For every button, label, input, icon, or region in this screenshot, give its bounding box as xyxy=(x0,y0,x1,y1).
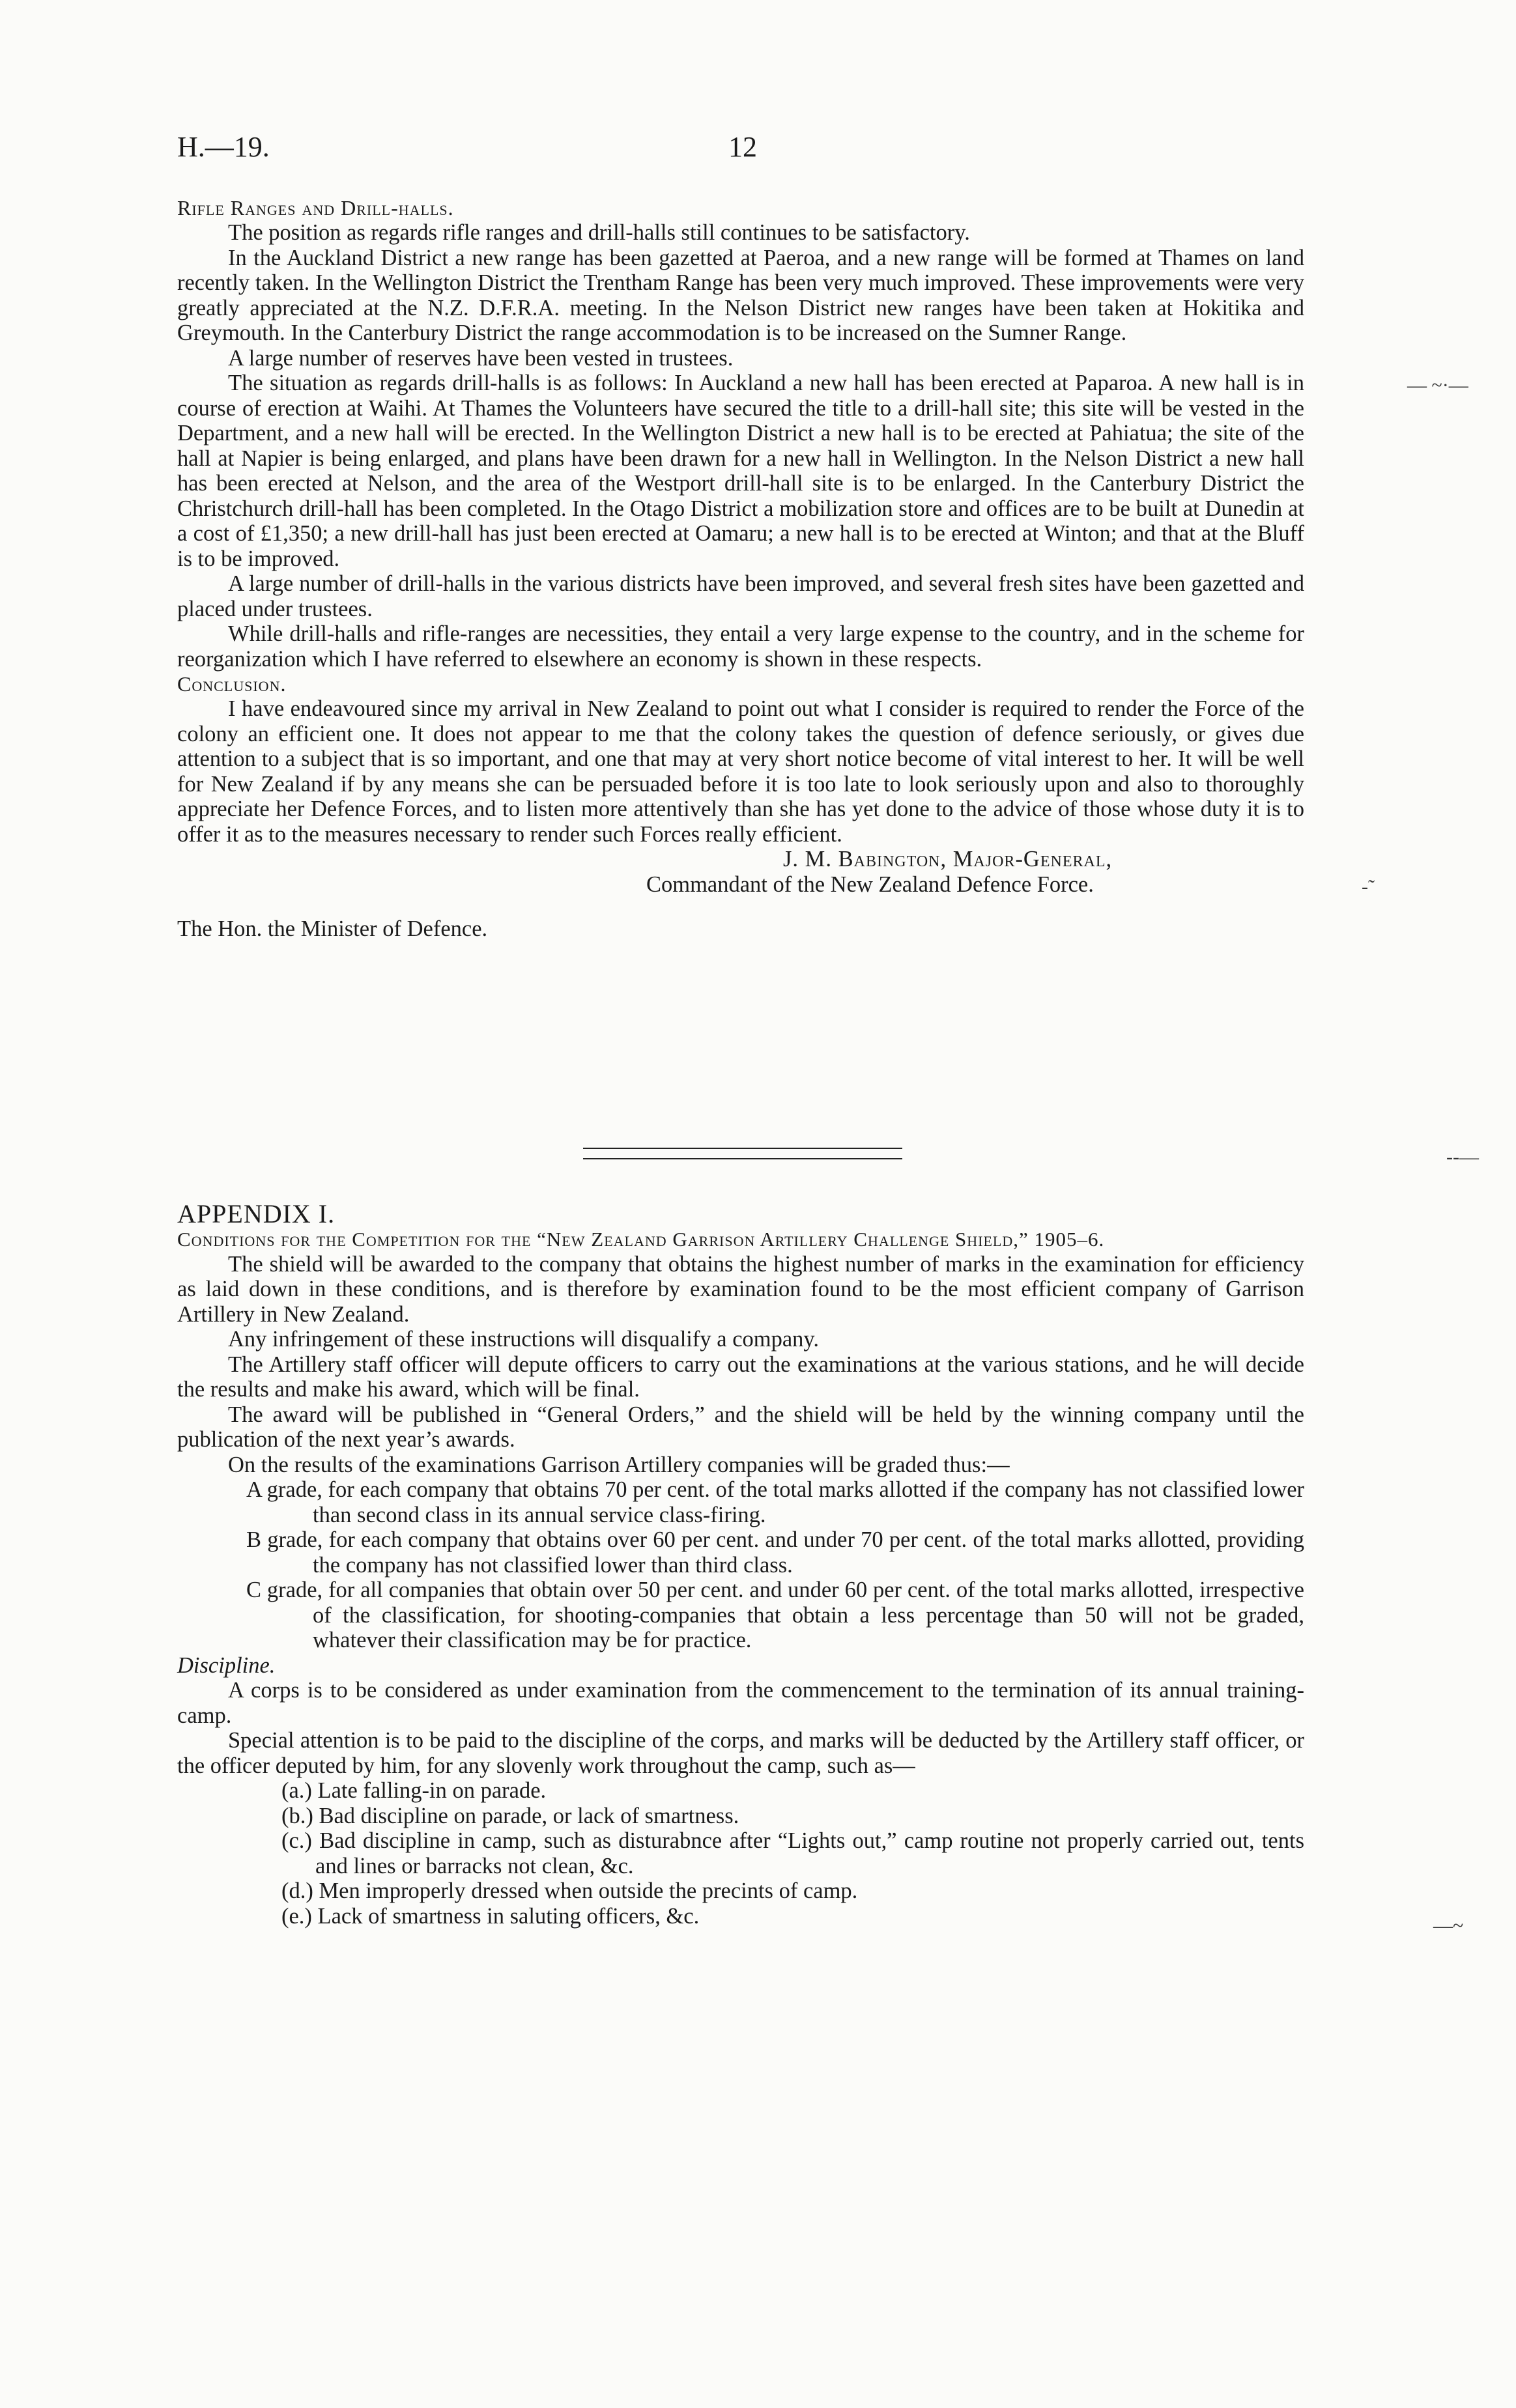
rifle-para-5: A large number of drill-halls in the various districts have been improved, and several fresh sites have been gazetted and placed under trustees. xyxy=(177,571,1304,621)
rifle-para-4: The situation as regards drill-halls is as follows: In Auckland a new hall has been erected at Paparoa. A new hall is in course of erection at Waihi. At Thames the Volunteers have secured the title to a drill-hall site; this site will be vested in the Department, and a new hall will be erected. In the Wellington District a new hall is to be erected at Pahiatua; the site of the hall at Napier is being enlarged, and plans have been drawn for a new hall in Wellington. In the Nelson District a new hall has been erected at Nelson, and the area of the Westport drill-hall site is to be enlarged. In the Canterbury District the Christchurch drill-hall has been completed. In the Otago District a mobilization store and offices are to be built at Dunedin at a cost of £1,350; a new drill-hall has just been erected at Oamaru; a new hall is to be erected at Winton; and that at the Bluff is to be improved. xyxy=(177,371,1304,571)
grade-b: B grade, for each company that obtains over 60 per cent. and under 70 per cent. of the total marks allotted, providing the company has not classified lower than third class. xyxy=(246,1527,1304,1578)
rifle-para-6: While drill-halls and rifle-ranges are necessities, they entail a very large expense to the country, and in the scheme for reorganization which I have referred to elsewhere an economy is shown in these respects. xyxy=(177,621,1304,672)
appendix-title: APPENDIX I. xyxy=(177,1199,336,1228)
signature-name: J. M. Babington, Major-General, xyxy=(783,847,1113,871)
discipline-item-b: (b.) Bad discipline on parade, or lack of smartness. xyxy=(281,1803,739,1828)
discipline-item-c: (c.) Bad discipline in camp, such as disturabnce after “Lights out,” camp routine not properly carried out, tents and lines or barracks not clean, &c. xyxy=(281,1828,1304,1878)
document-code: H.—19. xyxy=(177,131,270,163)
margin-mark: --— xyxy=(1446,1146,1479,1168)
grade-a: A grade, for each company that obtains 70 per cent. of the total marks allotted if the company has not classified lower than second class in its annual service class-firing. xyxy=(246,1477,1304,1527)
rifle-para-3: A large number of reserves have been vested in trustees. xyxy=(228,345,734,371)
discipline-item-e: (e.) Lack of smartness in saluting officers, &c. xyxy=(281,1903,700,1929)
appendix-para-5: On the results of the examinations Garrison Artillery companies will be graded thus:— xyxy=(228,1452,1010,1477)
discipline-item-a: (a.) Late falling-in on parade. xyxy=(281,1778,547,1803)
rifle-para-2: In the Auckland District a new range has been gazetted at Paeroa, and a new range will be formed at Thames on land recently taken. In the Wellington District the Trentham Range has been very much improved. These improvements were very greatly appreciated at the N.Z. D.F.R.A. meeting. In the Nelson District new ranges have been taken at Hokitika and Greymouth. In the Canterbury District the range accommodation is to be increased on the Sumner Range. xyxy=(177,245,1304,345)
upper-section xyxy=(177,195,1304,942)
appendix-para-4: The award will be published in “General Orders,” and the shield will be held by the winning company until the publication of the next year’s awards. xyxy=(177,1402,1304,1452)
appendix-para-1: The shield will be awarded to the company that obtains the highest number of marks in the examination for efficiency as laid down in these conditions, and is therefore by examination found to be the most efficient company of Garrison Artillery in New Zealand. xyxy=(177,1251,1304,1327)
section-divider xyxy=(583,1148,902,1159)
margin-mark: —~ xyxy=(1433,1915,1464,1936)
conclusion-heading: Conclusion. xyxy=(177,672,287,696)
discipline-para-2: Special attention is to be paid to the discipline of the corps, and marks will be deducted by the Artillery staff officer, or the officer deputed by him, for any slovenly work throughout the camp, such as— xyxy=(177,1728,1304,1778)
rifle-para-1: The position as regards rifle ranges and drill-halls still continues to be satisfactory. xyxy=(228,220,970,245)
discipline-para-1: A corps is to be considered as under examination from the commencement to the termination of its annual training-camp. xyxy=(177,1678,1304,1728)
signature-title: Commandant of the New Zealand Defence Force. xyxy=(646,871,1094,897)
conditions-title: Conditions for the Competition for the “New Zealand Garrison Artillery Challenge Shield,” 1905–6. xyxy=(177,1227,1105,1251)
appendix-section xyxy=(177,1199,1304,1929)
conclusion-para: I have endeavoured since my arrival in New Zealand to point out what I consider is required to render the Force of the colony an efficient one. It does not appear to me that the colony takes the question of defence seriously, or gives due attention to a subject that is so important, and one that may at very short notice become of vital interest to her. It will be well for New Zealand if by any means she can be persuaded before it is too late to look seriously upon and also to thoroughly appreciate her Defence Forces, and to listen more attentively than she has yet done to the advice of those whose duty it is to offer it as to the measures necessary to render such Forces really efficient. xyxy=(177,696,1304,847)
margin-mark: — ~·— xyxy=(1407,375,1468,396)
page-number: 12 xyxy=(728,131,757,163)
grade-c: C grade, for all companies that obtain over 50 per cent. and under 60 per cent. of the total marks allotted, irrespective of the classification, for shooting-companies that obtain a less percentage than 50 will not be graded, whatever their classification may be for practice. xyxy=(246,1578,1304,1652)
margin-mark: -˜ xyxy=(1362,876,1375,898)
rifle-ranges-heading: Rifle Ranges and Drill-halls. xyxy=(177,196,454,220)
addressee: The Hon. the Minister of Defence. xyxy=(177,916,488,941)
discipline-heading: Discipline. xyxy=(177,1652,276,1678)
appendix-para-3: The Artillery staff officer will depute officers to carry out the examinations at the various stations, and he will decide the results and make his award, which will be final. xyxy=(177,1352,1304,1402)
discipline-item-d: (d.) Men improperly dressed when outside the precints of camp. xyxy=(281,1878,858,1903)
appendix-para-2: Any infringement of these instructions will disqualify a company. xyxy=(228,1327,820,1352)
